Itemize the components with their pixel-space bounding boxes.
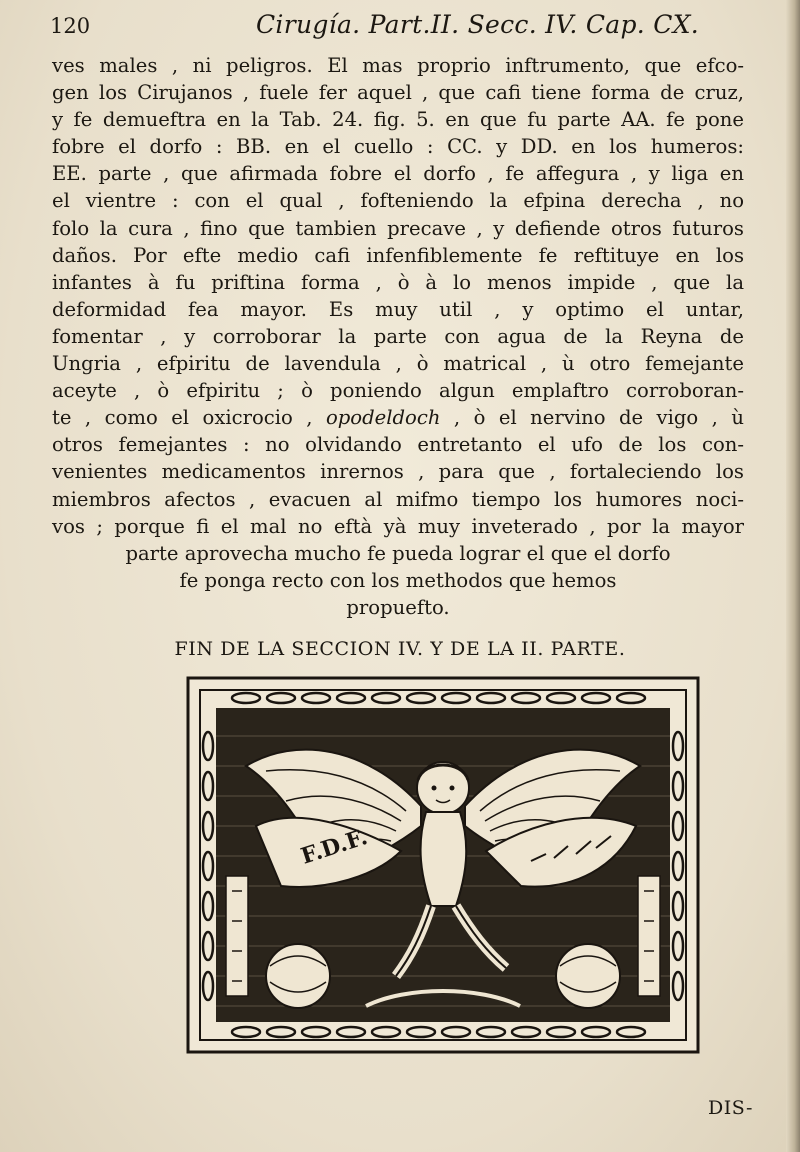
- text-line: te , como el oxicrocio , opodeldoch , ò el nervino de vigo , ù: [52, 406, 744, 430]
- text-line: daños. Por efte medio cafi infenfiblemente fe reftituye en los: [52, 243, 744, 267]
- text-line: deformidad fea mayor. Es muy util , y optimo el untar,: [52, 297, 744, 321]
- text-line: y fe demueftra en la Tab. 24. fig. 5. en que fu parte AA. fe pone: [52, 108, 744, 132]
- text-line: fomentar , y corroborar la parte con agua de la Reyna de: [52, 324, 744, 348]
- italic-term: opodeldoch: [325, 406, 441, 430]
- text-line: fobre el dorfo : BB. en el cuello : CC. y DD. en los humeros:: [52, 135, 744, 159]
- text-line: aceyte , ò efpiritu ; ò poniendo algun emplaftro corroboran-: [52, 379, 744, 403]
- text-line: ves males , ni peligros. El mas proprio inftrumento, que efco-: [52, 54, 744, 77]
- running-head: Cirugía. Part.II. Secc. IV. Cap. CX.: [256, 10, 700, 39]
- text-line: propuefto.: [346, 595, 450, 619]
- text-line: el vientre : con el qual , fofteniendo la efpina derecha , no: [52, 189, 744, 213]
- page-header: [50, 10, 750, 50]
- text-line: fe ponga recto con los methodos que hemos: [179, 568, 617, 592]
- text-line: infantes à fu priftina forma , ò à lo menos impide , que la: [52, 270, 744, 294]
- text-line: Ungria , efpiritu de lavendula , ò matrical , ù otro femejante: [52, 352, 744, 376]
- text-line: EE. parte , que afirmada fobre el dorfo , fe affegura , y liga en: [52, 162, 744, 186]
- winged-cherub-woodcut-icon: [186, 676, 700, 1054]
- text-line: parte aprovecha mucho fe pueda lograr el que el dorfo: [125, 541, 671, 565]
- text-line: otros femejantes : no olvidando entretanto el ufo de los con-: [52, 433, 744, 457]
- text-line: folo la cura , fino que tambien precave , y defiende otros futuros: [52, 216, 744, 240]
- text-line: venientes medicamentos inrernos , para que , fortaleciendo los: [52, 460, 744, 484]
- catchword: DIS-: [708, 1097, 753, 1119]
- text-line: vos ; porque fi el mal no eftà yà muy inveterado , por la mayor: [52, 514, 744, 538]
- text-line: gen los Cirujanos , fuele fer aquel , que cafi tiene forma de cruz,: [52, 81, 744, 105]
- section-end-title: FIN DE LA SECCION IV. Y DE LA II. PARTE.: [174, 638, 626, 660]
- text-line: miembros afectos , evacuen al mifmo tiempo los humores noci-: [52, 487, 744, 511]
- page-number: 120: [50, 14, 91, 38]
- body-text: [52, 52, 744, 621]
- ornament-monogram: F.D.F.: [297, 823, 371, 870]
- page-edge: [786, 0, 800, 1152]
